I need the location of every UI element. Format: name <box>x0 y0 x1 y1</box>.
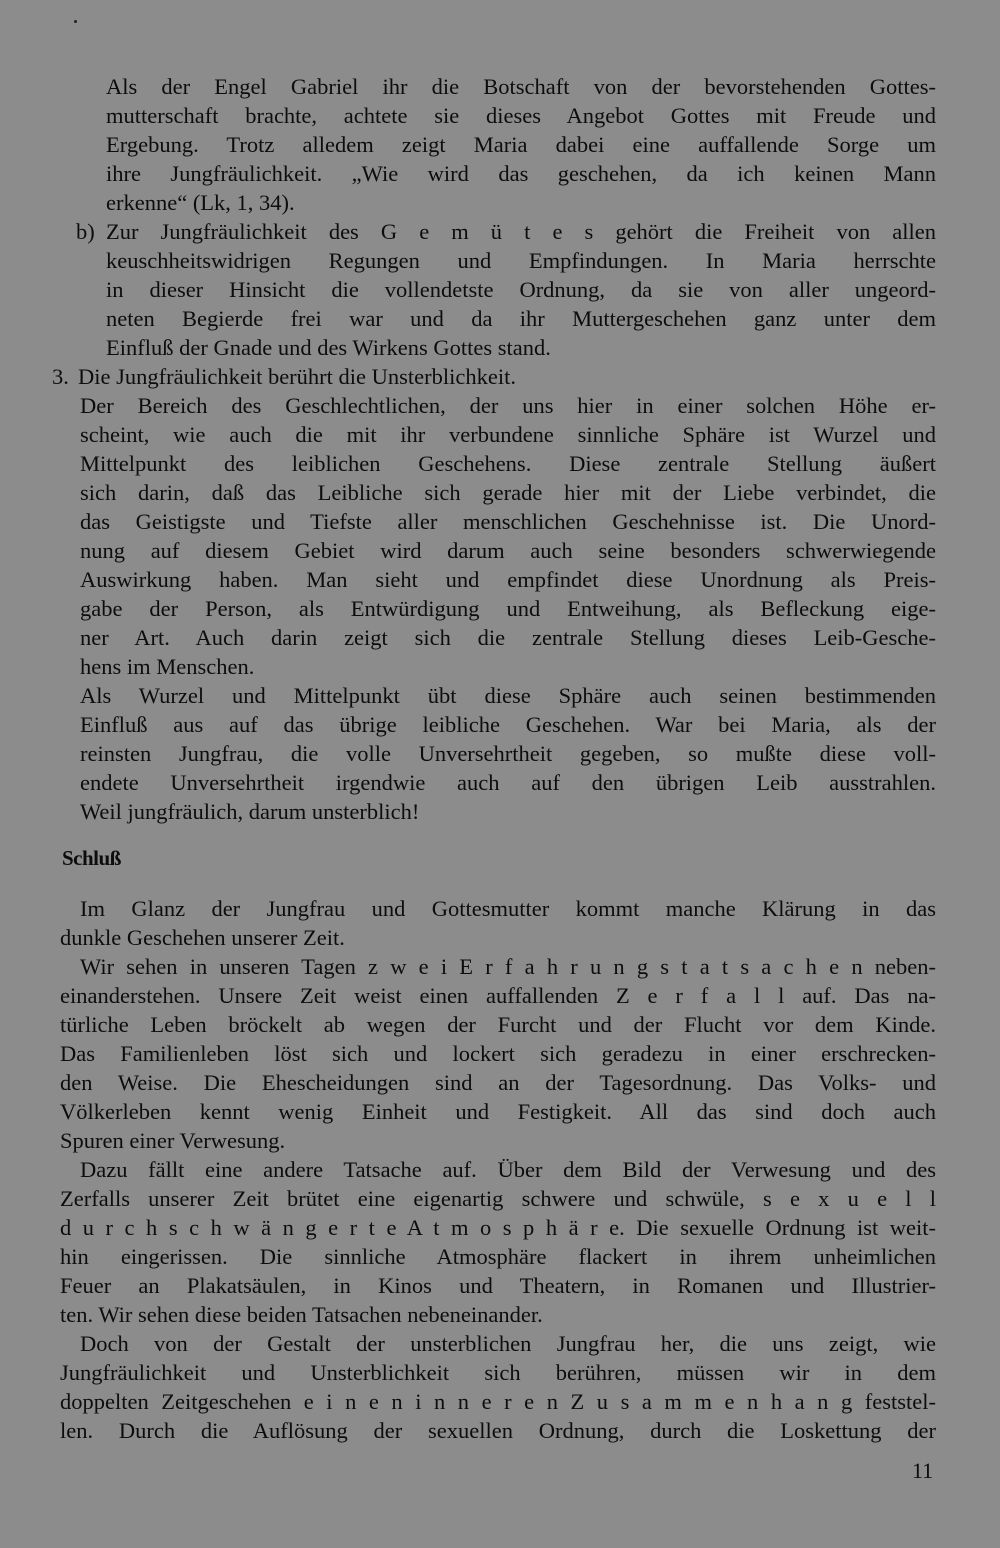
text-line: Auswirkung haben. Man sieht und empfindet diese Unordnung als Preis- <box>80 567 936 592</box>
text-line: ihre Jungfräulichkeit. „Wie wird das geschehen, da ich keinen Mann <box>106 161 936 186</box>
text-line: gabe der Person, als Entwürdigung und Entweihung, als Befleckung eige- <box>80 596 936 621</box>
text-line: ner Art. Auch darin zeigt sich die zentrale Stellung dieses Leib-Gesche- <box>80 625 936 650</box>
text-line: hin eingerissen. Die sinnliche Atmosphäre flackert in ihrem unheimlichen <box>60 1244 936 1269</box>
text-line: Mittelpunkt des leiblichen Geschehens. Diese zentrale Stellung äußert <box>80 451 936 476</box>
text-line: Weil jungfräulich, darum unsterblich! <box>80 799 420 824</box>
list-label-b: b) <box>76 219 95 244</box>
text-line: reinsten Jungfrau, die volle Unversehrtheit gegeben, so mußte diese voll- <box>80 741 936 766</box>
text-line: Doch von der Gestalt der unsterblichen Jungfrau her, die uns zeigt, wie <box>80 1331 936 1356</box>
section-heading-line: Die Jungfräulichkeit berührt die Unsterblichkeit. <box>78 364 516 389</box>
text-line: Einfluß aus auf das übrige leibliche Geschehen. War bei Maria, als der <box>80 712 936 737</box>
page-number: 11 <box>912 1458 934 1483</box>
scan-speck <box>74 20 77 23</box>
text-line: Der Bereich des Geschlechtlichen, der uns hier in einer solchen Höhe er- <box>80 393 936 418</box>
text-line: erkenne“ (Lk, 1, 34). <box>106 190 295 215</box>
text-line: len. Durch die Auflösung der sexuellen Ordnung, durch die Loskettung der <box>60 1418 936 1443</box>
section-heading: Schluß <box>62 846 121 870</box>
text-line: hens im Menschen. <box>80 654 255 679</box>
text-line: doppelten Zeitgeschehen e i n e n i n n e r e n Z u s a m m e n h a n g feststel- <box>60 1389 936 1414</box>
text-line: neten Begierde frei war und da ihr Muttergeschehen ganz unter dem <box>106 306 936 331</box>
text-line: Ergebung. Trotz alledem zeigt Maria dabei eine auffallende Sorge um <box>106 132 936 157</box>
text-line: Jungfräulichkeit und Unsterblichkeit sich berühren, müssen wir in dem <box>60 1360 936 1385</box>
text-line: Zur Jungfräulichkeit des G e m ü t e s gehört die Freiheit von allen <box>106 219 936 244</box>
text-line: den Weise. Die Ehescheidungen sind an der Tagesordnung. Das Volks- und <box>60 1070 936 1095</box>
text-line: Feuer an Plakatsäulen, in Kinos und Theatern, in Romanen und Illustrier- <box>60 1273 936 1298</box>
text-line: Einfluß der Gnade und des Wirkens Gottes stand. <box>106 335 551 360</box>
text-line: Völkerleben kennt wenig Einheit und Festigkeit. All das sind doch auch <box>60 1099 936 1124</box>
text-line: Als Wurzel und Mittelpunkt übt diese Sphäre auch seinen bestimmenden <box>80 683 936 708</box>
list-label-3: 3. <box>52 364 69 389</box>
text-line: Als der Engel Gabriel ihr die Botschaft von der bevorstehenden Gottes- <box>106 74 936 99</box>
text-line: sich darin, daß das Leibliche sich gerade hier mit der Liebe verbindet, die <box>80 480 936 505</box>
text-line: Zerfalls unserer Zeit brütet eine eigenartig schwere und schwüle, s e x u e l l <box>60 1186 936 1211</box>
text-line: das Geistigste und Tiefste aller menschlichen Geschehnisse ist. Die Unord- <box>80 509 936 534</box>
text-line: dunkle Geschehen unserer Zeit. <box>60 925 345 950</box>
text-line: einanderstehen. Unsere Zeit weist einen auffallenden Z e r f a l l auf. Das na- <box>60 983 936 1008</box>
text-line: d u r c h s c h w ä n g e r t e A t m o s p h ä r e. Die sexuelle Ordnung ist weit- <box>60 1215 936 1240</box>
text-line: Wir sehen in unseren Tagen z w e i E r f a h r u n g s t a t s a c h e n neben- <box>80 954 936 979</box>
text-line: keuschheitswidrigen Regungen und Empfindungen. In Maria herrschte <box>106 248 936 273</box>
text-line: ten. Wir sehen diese beiden Tatsachen nebeneinander. <box>60 1302 543 1327</box>
text-line: Im Glanz der Jungfrau und Gottesmutter kommt manche Klärung in das <box>80 896 936 921</box>
text-line: türliche Leben bröckelt ab wegen der Furcht und der Flucht vor dem Kinde. <box>60 1012 936 1037</box>
text-line: in dieser Hinsicht die vollendetste Ordnung, da sie von aller ungeord- <box>106 277 936 302</box>
text-line: Dazu fällt eine andere Tatsache auf. Über dem Bild der Verwesung und des <box>80 1157 936 1182</box>
text-line: Spuren einer Verwesung. <box>60 1128 286 1153</box>
text-line: scheint, wie auch die mit ihr verbundene sinnliche Sphäre ist Wurzel und <box>80 422 936 447</box>
text-line: endete Unversehrtheit irgendwie auch auf den übrigen Leib ausstrahlen. <box>80 770 936 795</box>
text-line: mutterschaft brachte, achtete sie dieses Angebot Gottes mit Freude und <box>106 103 936 128</box>
text-line: Das Familienleben löst sich und lockert sich geradezu in einer erschrecken- <box>60 1041 936 1066</box>
text-line: nung auf diesem Gebiet wird darum auch seine besonders schwerwiegende <box>80 538 936 563</box>
